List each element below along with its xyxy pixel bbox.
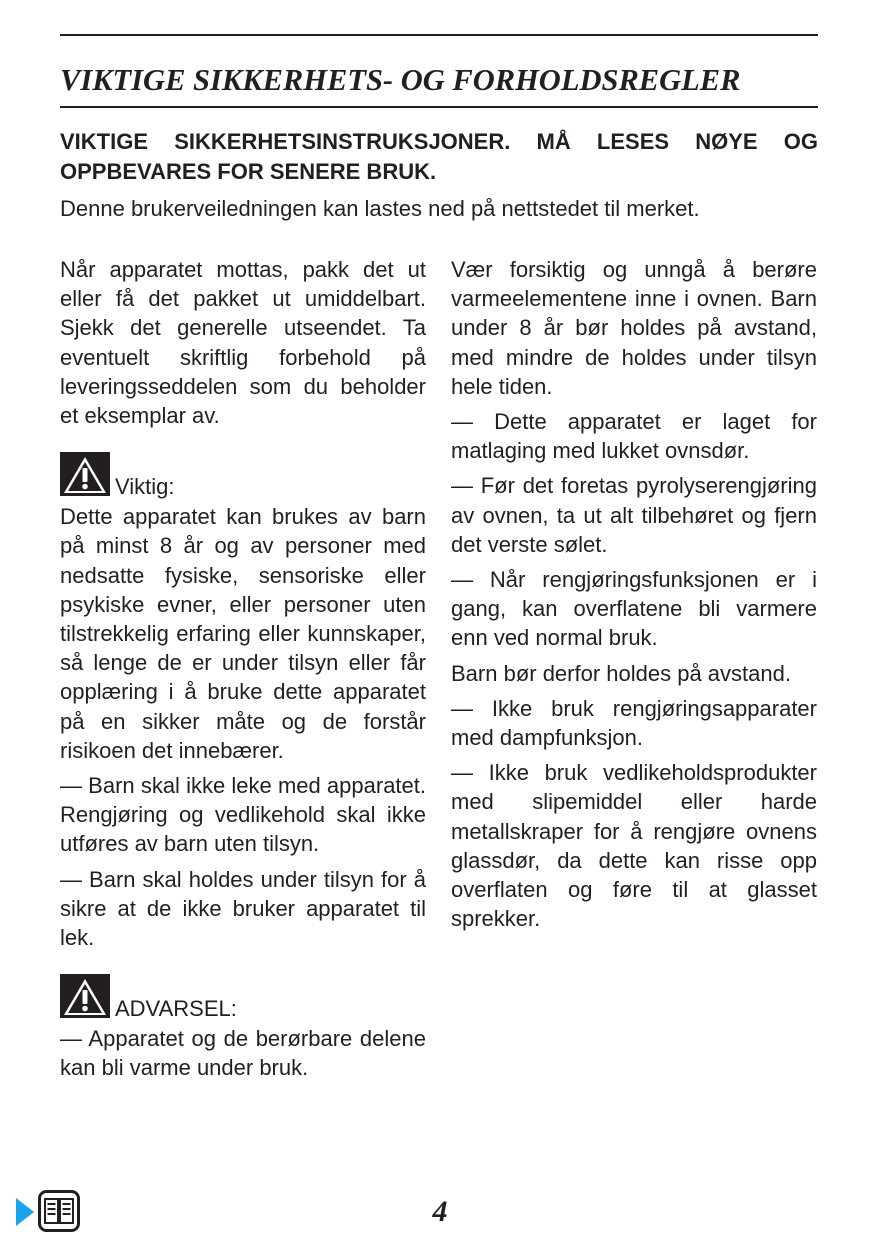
title-rule xyxy=(60,106,818,108)
safety-subtitle: VIKTIGE SIKKERHETSINSTRUKSJONER. MÅ LESES NØYE OG OPPBEVARES FOR SENERE BRUK. xyxy=(60,129,818,184)
warning-triangle-icon xyxy=(60,452,110,496)
paragraph: — Når rengjøringsfunksjonen er i gang, kan overflatene bli varmere enn ved normal bruk. xyxy=(451,567,817,651)
important-notice xyxy=(60,452,426,500)
important-label: Viktig: xyxy=(115,474,175,500)
paragraph: — Før det foretas pyrolyserengjøring av ovnen, ta ut alt tilbehøret og fjern det verste sølet. xyxy=(451,473,817,557)
page-title: VIKTIGE SIKKERHETS- OG FORHOLDSREGLER xyxy=(60,63,741,97)
paragraph: — Apparatet og de berørbare delene kan bli varme under bruk. xyxy=(60,1026,426,1081)
warning-notice xyxy=(60,974,426,1022)
warning-triangle-icon xyxy=(60,974,110,1018)
paragraph: — Barn skal ikke leke med apparatet. Rengjøring og vedlikehold skal ikke utføres av barn uten tilsyn. xyxy=(60,773,426,857)
paragraph: Vær forsiktig og unngå å berøre varmeelementene inne i ovnen. Barn under 8 år bør holdes på avstand, med mindre de holdes under tilsyn hele tiden. xyxy=(451,257,817,399)
page-number: 4 xyxy=(432,1195,448,1228)
warning-label: ADVARSEL: xyxy=(115,996,237,1022)
top-rule xyxy=(60,34,818,36)
left-column xyxy=(60,255,426,1089)
paragraph: — Barn skal holdes under tilsyn for å sikre at de ikke bruker apparatet til lek. xyxy=(60,866,426,951)
play-arrow-icon[interactable] xyxy=(16,1198,34,1226)
paragraph: Barn bør derfor holdes på avstand. xyxy=(451,660,791,686)
manual-book-icon[interactable] xyxy=(38,1190,80,1232)
paragraph: Dette apparatet kan brukes av barn på minst 8 år og av personer med nedsatte fysiske, sensoriske eller psykiske evner, eller personer uten tilstrekkelig erfaring eller kunnskaper, så lenge de er under tilsyn eller får opplæring i å bruke dette apparatet på en sikker måte og de forstår risikoen det innebærer. xyxy=(60,504,426,763)
paragraph: — Ikke bruk vedlikeholdsprodukter med slipemiddel eller harde metallskraper for å rengjøre ovnens glassdør, da dette kan risse opp overflaten og føre til at glasset sprekker. xyxy=(451,760,817,932)
right-column xyxy=(451,255,817,939)
paragraph: — Ikke bruk rengjøringsapparater med dampfunksjon. xyxy=(451,695,817,751)
intro-text: Denne brukerveiledningen kan lastes ned på nettstedet til merket. xyxy=(60,196,700,221)
paragraph: Når apparatet mottas, pakk det ut eller få det pakket ut umiddelbart. Sjekk det generelle utseendet. Ta eventuelt skriftlig forbehold på leveringsseddelen som du beholder et eksemplar av. xyxy=(60,257,426,429)
paragraph: — Dette apparatet er laget for matlaging med lukket ovnsdør. xyxy=(451,409,817,464)
